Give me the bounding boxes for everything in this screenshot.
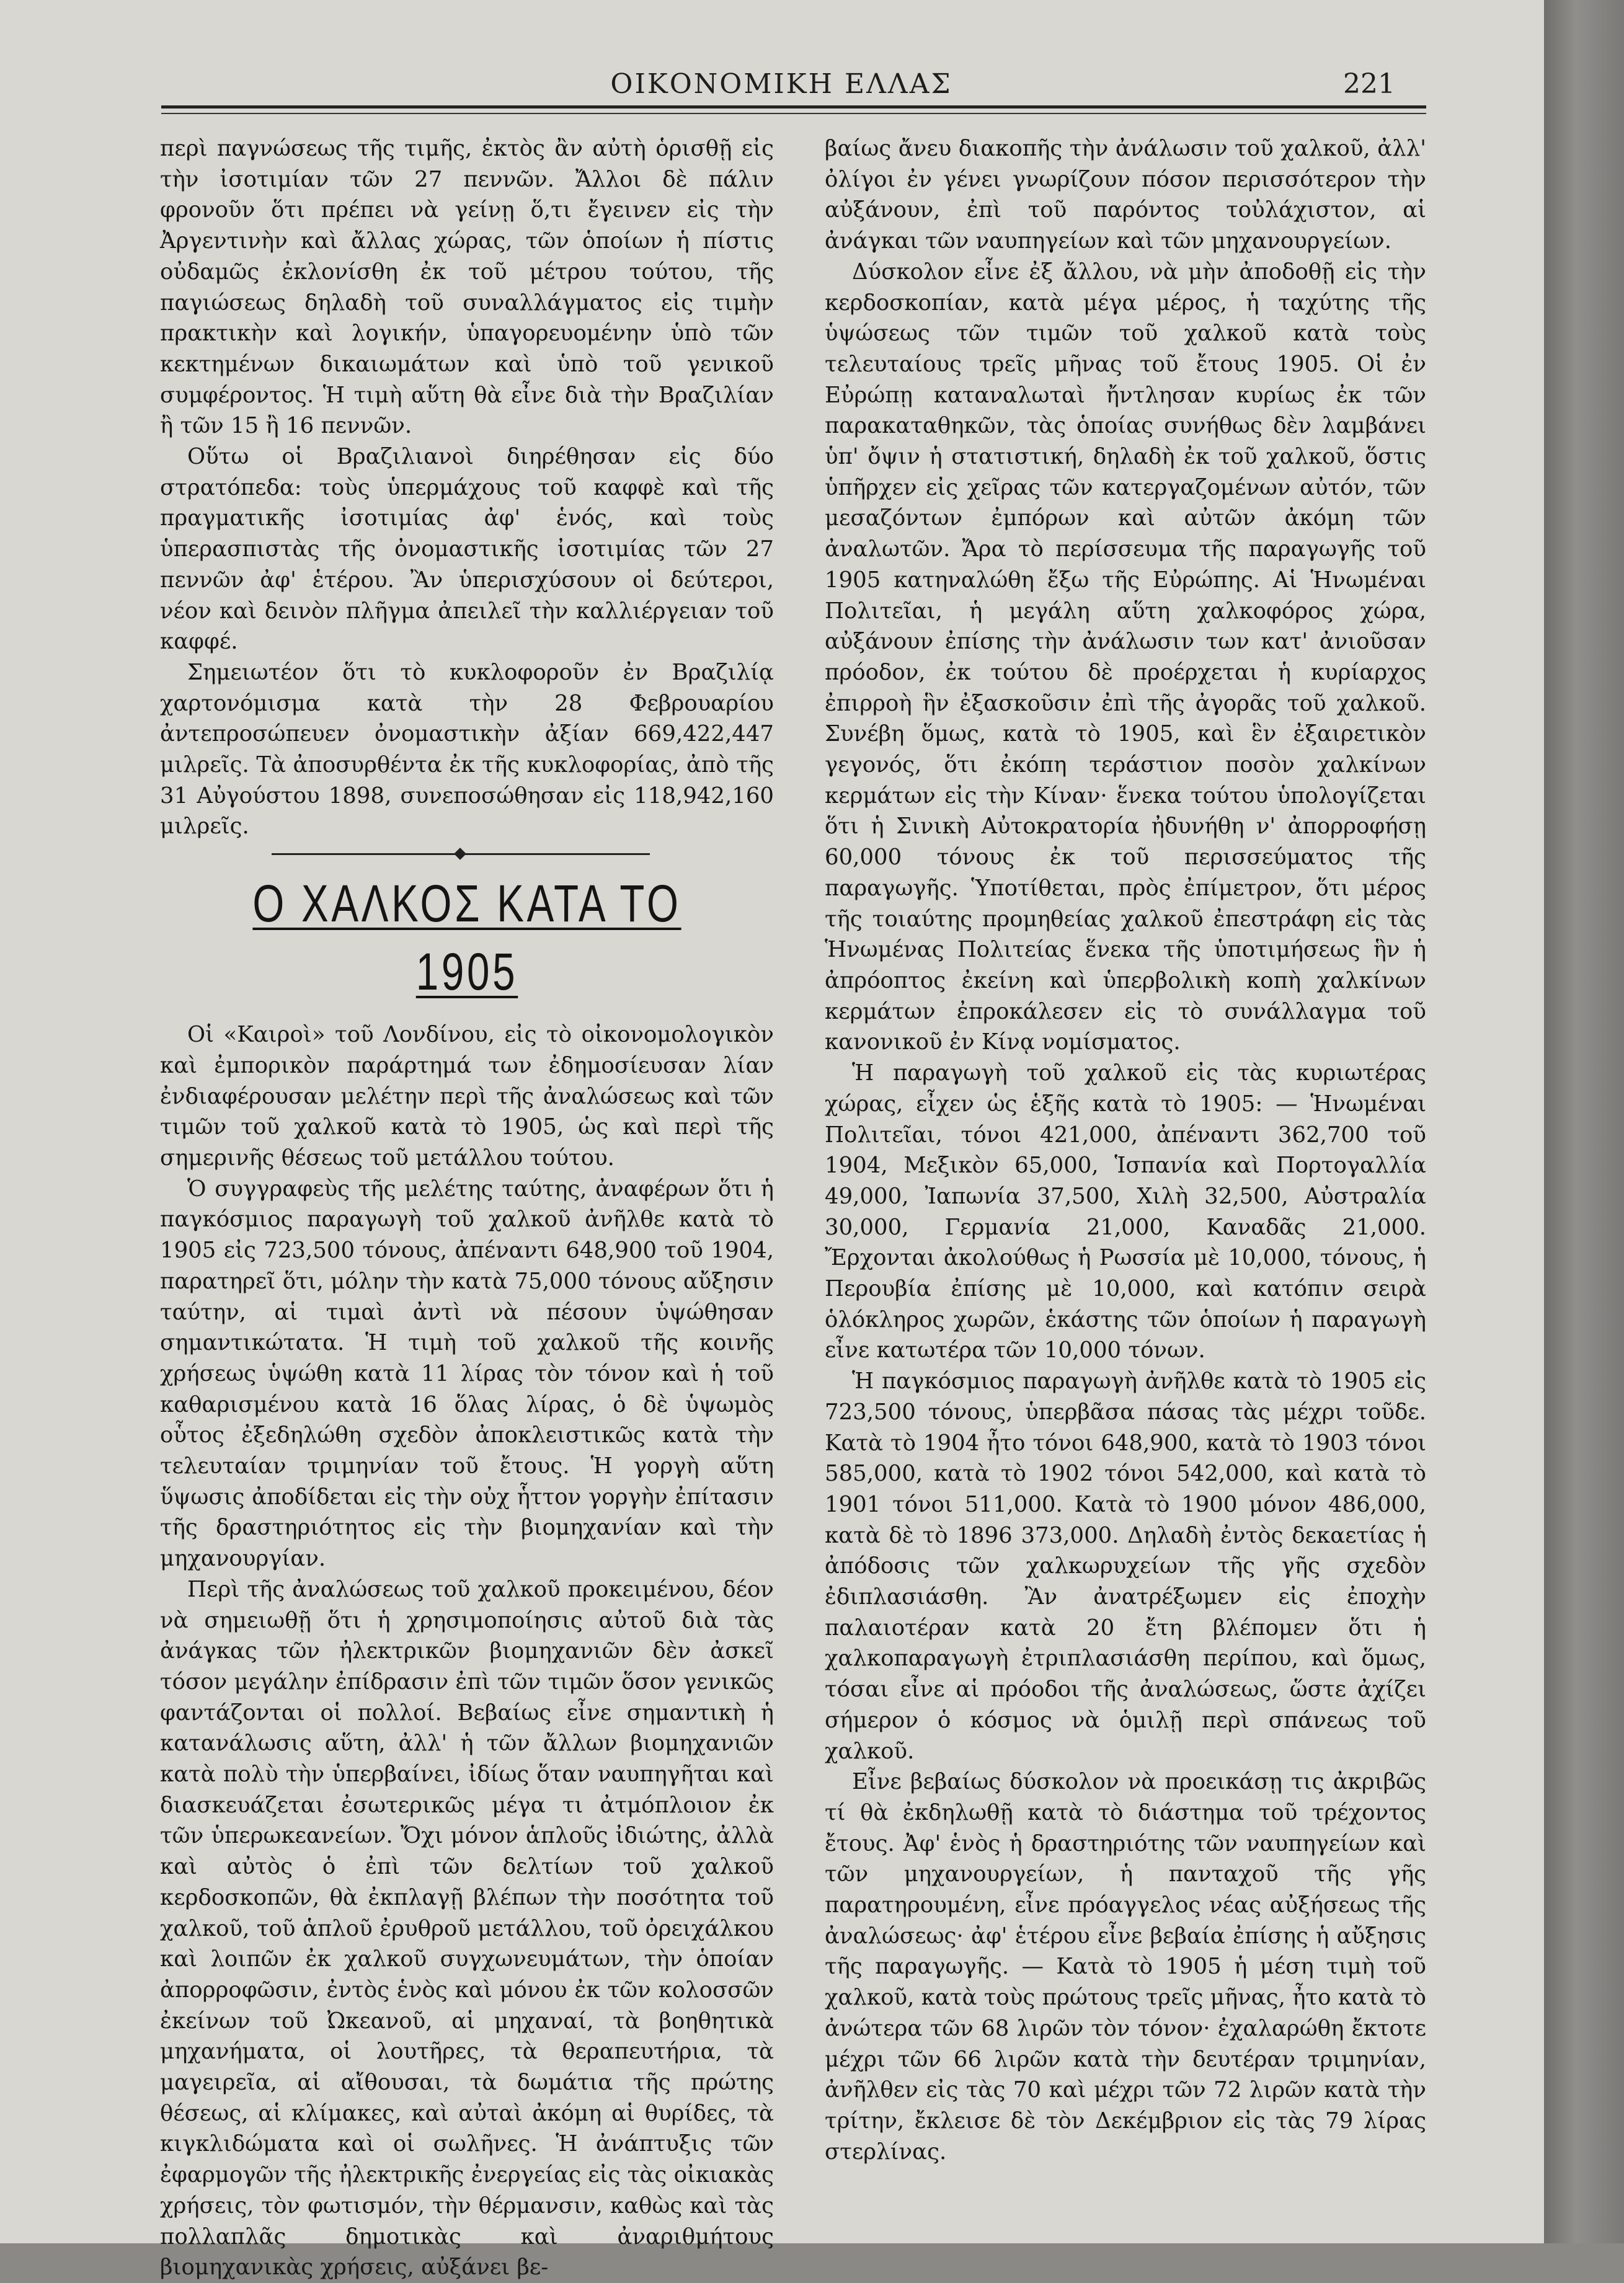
header-rule-thick bbox=[161, 105, 1426, 109]
paragraph: βαίως ἄνευ διακοπῆς τὴν ἀνάλωσιν τοῦ χαλκοῦ, ἀλλ' ὀλίγοι ἐν γένει γνωρίζουν πόσον περισσότερον τὴν αὐξάνουν, ἐπὶ τοῦ παρόντος τοὐλάχιστον, αἱ ἀνάγκαι τῶν ναυπηγείων καὶ τῶν μηχανουργείων. bbox=[825, 136, 1426, 254]
paragraph: Ὁ συγγραφεὺς τῆς μελέτης ταύτης, ἀναφέρων ὅτι ἡ παγκόσμιος παραγωγὴ τοῦ χαλκοῦ ἀνῆλθε κατὰ τὸ 1905 εἰς 723,500 τόνους, ἀπέναντι 648,900 τοῦ 1904, παρατηρεῖ ὅτι, μόλην τὴν κατὰ 75,000 τόνους αὔξησιν ταύτην, αἱ τιμαὶ ἀντὶ νὰ πέσουν ὑψώθησαν σημαντικώτατα. Ἡ τιμὴ τοῦ χαλκοῦ τῆς κοινῆς χρήσεως ὑψώθη κατὰ 11 λίρας τὸν τόνον καὶ ἡ τοῦ καθαρισμένου κατὰ 16 ὅλας λίρας, ὁ δὲ ὑψωμὸς οὗτος ἐξεδηλώθη σχεδὸν ἀποκλειστικῶς κατὰ τὴν τελευταίαν τριμηνίαν τοῦ ἔτους. Ἡ γοργὴ αὕτη ὕψωσις ἀποδίδεται εἰς τὴν οὐχ ἧττον γοργὴν ἐπίτασιν τῆς δραστηριότητος εἰς τὴν βιομηχανίαν καὶ τὴν μηχανουργίαν. bbox=[160, 1176, 774, 1572]
journal-title: ΟΙΚΟΝΟΜΙΚΗ ΕΛΛΑΣ bbox=[610, 68, 952, 100]
section-separator bbox=[160, 844, 774, 863]
header-rule-thin bbox=[161, 113, 1426, 114]
page-number: 221 bbox=[1343, 68, 1395, 100]
paragraph: Δύσκολον εἶνε ἐξ ἄλλου, νὰ μὴν ἀποδοθῇ εἰς τὴν κερδοσκοπίαν, κατὰ μέγα μέρος, ἡ ταχύτης τῆς ὑψώσεως τῶν τιμῶν τοῦ χαλκοῦ κατὰ τοὺς τελευταίους τρεῖς μῆνας τοῦ ἔτους 1905. Οἱ ἐν Εὐρώπῃ καταναλωταὶ ἤντλησαν κυρίως ἐκ τῶν παρακαταθηκῶν, τὰς ὁποίας συνήθως δὲν λαμβάνει ὑπ' ὄψιν ἡ στατιστική, δηλαδὴ ἐκ τοῦ χαλκοῦ, ὅστις ὑπῆρχεν εἰς χεῖρας τῶν κατεργαζομένων αὐτόν, τῶν μεσαζόντων ἐμπόρων καὶ αὐτῶν ἀκόμη τῶν ἀναλωτῶν. Ἄρα τὸ περίσσευμα τῆς παραγωγῆς τοῦ 1905 κατηναλώθη ἔξω τῆς Εὐρώπης. Αἱ Ἡνωμέναι Πολιτεῖαι, ἡ μεγάλη αὕτη χαλκοφόρος χώρα, αὐξάνουν ἐπίσης τὴν ἀνάλωσιν των κατ' ἀνιοῦσαν πρόοδον, ἐκ τούτου δὲ προέρχεται ἡ κυρίαρχος ἐπιρροὴ ἣν ἐξασκοῦσιν ἐπὶ τῆς ἀγορᾶς τοῦ χαλκοῦ. Συνέβη ὅμως, κατὰ τὸ 1905, καὶ ἓν ἐξαιρετικὸν γεγονός, ὅτι ἐκόπη τεράστιον ποσὸν χαλκίνων κερμάτων εἰς τὴν Κίναν· ἕνεκα τούτου ὑπολογίζεται ὅτι ἡ Σινικὴ Αὐτοκρατορία ἠδυνήθη ν' ἀπορροφήσῃ 60,000 τόνους ἐκ τοῦ περισσεύματος τῆς παραγωγῆς. Ὑποτίθεται, πρὸς ἐπίμετρον, ὅτι μέρος τῆς τοιαύτης προμηθείας χαλκοῦ ἐπεστράφη εἰς τὰς Ἡνωμένας Πολιτείας ἕνεκα τῆς ὑποτιμήσεως ἣν ἡ ἀπρόοπτος ἐκείνη καὶ ὑπερβολικὴ κοπὴ χαλκίνων κερμάτων ἐπροκάλεσεν εἰς τὸ συνάλλαγμα τοῦ κανονικοῦ ἐν Κίνᾳ νομίσματος. bbox=[825, 259, 1426, 1055]
paragraph: Εἶνε βεβαίως δύσκολον νὰ προεικάσῃ τις ἀκριβῶς τί θὰ ἐκδηλωθῇ κατὰ τὸ διάστημα τοῦ τρέχοντος ἔτους. Ἀφ' ἑνὸς ἡ δραστηριότης τῶν ναυπηγείων καὶ τῶν μηχανουργείων, ἡ πανταχοῦ τῆς γῆς παρατηρουμένη, εἶνε πρόαγγελος νέας αὐξήσεως τῆς ἀναλώσεως· ἀφ' ἑτέρου εἶνε βεβαία ἐπίσης ἡ αὔξησις τῆς παραγωγῆς. — Κατὰ τὸ 1905 ἡ μέση τιμὴ τοῦ χαλκοῦ, κατὰ τοὺς πρώτους τρεῖς μῆνας, ἦτο κατὰ τὸ ἀνώτερα τῶν 68 λιρῶν τὸν τόνον· ἐχαλαρώθη ἔκτοτε μέχρι τῶν 66 λιρῶν κατὰ τὴν δευτέραν τριμηνίαν, ἀνῆλθεν εἰς τὰς 70 καὶ μέχρι τῶν 72 λιρῶν κατὰ τὴν τρίτην, ἔκλεισε δὲ τὸν Δεκέμβριον εἰς τὰς 79 λίρας στερλίνας. bbox=[825, 1769, 1426, 2165]
article-headline: Ο ΧΑΛΚΟΣ ΚΑΤΑ ΤΟ 1905 bbox=[252, 874, 681, 1001]
paragraph: Οὕτω οἱ Βραζιλιανοὶ διηρέθησαν εἰς δύο στρατόπεδα: τοὺς ὑπερμάχους τοῦ καφφὲ καὶ τῆς πραγματικῆς ἰσοτιμίας ἀφ' ἑνός, καὶ τοὺς ὑπερασπιστὰς τῆς ὀνομαστικῆς ἰσοτιμίας τῶν 27 πεννῶν ἀφ' ἑτέρου. Ἂν ὑπερισχύσουν οἱ δεύτεροι, νέον καὶ δεινὸν πλῆγμα ἀπειλεῖ τὴν καλλιέργειαν τοῦ καφφέ. bbox=[160, 444, 774, 655]
paragraph: Σημειωτέον ὅτι τὸ κυκλοφοροῦν ἐν Βραζιλίᾳ χαρτονόμισμα κατὰ τὴν 28 Φεβρουαρίου ἀντεπροσώπευεν ὀνομαστικὴν ἀξίαν 669,422,447 μιλρεῖς. Τὰ ἀποσυρθέντα ἐκ τῆς κυκλοφορίας, ἀπὸ τῆς 31 Αὐγούστου 1898, συνεποσώθησαν εἰς 118,942,160 μιλρεῖς. bbox=[160, 659, 774, 840]
paragraph: Περὶ τῆς ἀναλώσεως τοῦ χαλκοῦ προκειμένου, δέον νὰ σημειωθῇ ὅτι ἡ χρησιμοποίησις αὐτοῦ διὰ τὰς ἀνάγκας τῶν ἠλεκτρικῶν βιομηχανιῶν δὲν ἀσκεῖ τόσον μεγάλην ἐπίδρασιν ἐπὶ τῶν τιμῶν ὅσον γενικῶς φαντάζονται οἱ πολλοί. Βεβαίως εἶνε σημαντικὴ ἡ κατανάλωσις αὕτη, ἀλλ' ἡ τῶν ἄλλων βιομηχανιῶν κατὰ πολὺ τὴν ὑπερβαίνει, ἰδίως ὅταν ναυπηγῆται καὶ διασκευάζεται ἐσωτερικῶς μέγα τι ἀτμόπλοιον ἐκ τῶν ὑπερωκεανείων. Ὄχι μόνον ἁπλοῦς ἰδιώτης, ἀλλὰ καὶ αὐτὸς ὁ ἐπὶ τῶν δελτίων τοῦ χαλκοῦ κερδοσκοπῶν, θὰ ἐκπλαγῇ βλέπων τὴν ποσότητα τοῦ χαλκοῦ, τοῦ ἁπλοῦ ἐρυθροῦ μετάλλου, τοῦ ὀρειχάλκου καὶ λοιπῶν ἐκ χαλκοῦ συγχωνευμάτων, τὴν ὁποίαν ἀπορροφῶσιν, ἐντὸς ἑνὸς καὶ μόνου ἐκ τῶν κολοσσῶν ἐκείνων τοῦ Ὠκεανοῦ, αἱ μηχαναί, τὰ βοηθητικὰ μηχανήματα, οἱ λουτῆρες, τὰ θεραπευτήρια, τὰ μαγειρεῖα, αἱ αἴθουσαι, τὰ δωμάτια τῆς πρώτης θέσεως, αἱ κλίμακες, καὶ αὐταὶ ἀκόμη αἱ θυρίδες, τὰ κιγκλιδώματα καὶ οἱ σωλῆνες. Ἡ ἀνάπτυξις τῶν ἐφαρμογῶν τῆς ἠλεκτρικῆς ἐνεργείας εἰς τὰς οἰκιακὰς χρήσεις, τὸν φωτισμόν, τὴν θέρμανσιν, καθὼς καὶ τὰς πολλαπλᾶς δημοτικὰς καὶ ἀναριθμήτους βιομηχανικὰς χρήσεις, αὐξάνει βε- bbox=[160, 1576, 774, 2281]
left-column bbox=[160, 133, 774, 2283]
scan-edge bbox=[1544, 0, 1624, 2243]
separator-ornament bbox=[454, 848, 466, 860]
paragraph: Ἡ παγκόσμιος παραγωγὴ ἀνῆλθε κατὰ τὸ 1905 εἰς 723,500 τόνους, ὑπερβᾶσα πάσας τὰς μέχρι τοῦδε. Κατὰ τὸ 1904 ἦτο τόνοι 648,900, κατὰ τὸ 1903 τόνοι 585,000, κατὰ τὸ 1902 τόνοι 542,000, καὶ κατὰ τὸ 1901 τόνοι 511,000. Κατὰ τὸ 1900 μόνον 486,000, κατὰ δὲ τὸ 1896 373,000. Δηλαδὴ ἐντὸς δεκαετίας ἡ ἀπόδοσις τῶν χαλκωρυχείων τῆς γῆς σχεδὸν ἐδιπλασιάσθη. Ἂν ἀνατρέξωμεν εἰς ἐποχὴν παλαιοτέραν κατὰ 20 ἔτη βλέπομεν ὅτι ἡ χαλκοπαραγωγὴ ἐτριπλασιάσθη περίπου, καὶ ὅμως, τόσαι εἶνε αἱ πρόοδοι τῆς ἀναλώσεως, ὥστε ἀχίζει σήμερον ὁ κόσμος νὰ ὁμιλῇ περὶ σπάνεως τοῦ χαλκοῦ. bbox=[825, 1368, 1426, 1764]
running-head bbox=[161, 68, 1401, 100]
paragraph: περὶ παγνώσεως τῆς τιμῆς, ἐκτὸς ἂν αὐτὴ ὁρισθῇ εἰς τὴν ἰσοτιμίαν τῶν 27 πεννῶν. Ἄλλοι δὲ πάλιν φρονοῦν ὅτι πρέπει νὰ γείνῃ ὅ,τι ἔγεινεν εἰς τὴν Ἀργεντινὴν καὶ ἄλλας χώρας, τῶν ὁποίων ἡ πίστις οὐδαμῶς ἐκλονίσθη ἐκ τοῦ μέτρου τούτου, τῆς παγιώσεως δηλαδὴ τοῦ συναλλάγματος εἰς τιμὴν πρακτικὴν καὶ λογικήν, ὑπαγορευομένην ὑπὸ τῶν κεκτημένων δικαιωμάτων καὶ ὑπὸ τοῦ γενικοῦ συμφέροντος. Ἡ τιμὴ αὕτη θὰ εἶνε διὰ τὴν Βραζιλίαν ἢ τῶν 15 ἢ 16 πεννῶν. bbox=[160, 136, 774, 439]
paragraph: Ἡ παραγωγὴ τοῦ χαλκοῦ εἰς τὰς κυριωτέρας χώρας, εἶχεν ὡς ἑξῆς κατὰ τὸ 1905: — Ἡνωμέναι Πολιτεῖαι, τόνοι 421,000, ἀπέναντι 362,700 τοῦ 1904, Μεξικὸν 65,000, Ἱσπανία καὶ Πορτογαλλία 49,000, Ἰαπωνία 37,500, Χιλὴ 32,500, Αὐστραλία 30,000, Γερμανία 21,000, Καναδᾶς 21,000. Ἔρχονται ἀκολούθως ἡ Ρωσσία μὲ 10,000, τόνους, ἡ Περουβία ἐπίσης μὲ 10,000, καὶ κατόπιν σειρὰ ὁλόκληρος χωρῶν, ἑκάστης τῶν ὁποίων ἡ παραγωγὴ εἶνε κατωτέρα τῶν 10,000 τόνων. bbox=[825, 1060, 1426, 1363]
right-column bbox=[825, 133, 1426, 2167]
paragraph: Οἱ «Καιροὶ» τοῦ Λονδίνου, εἰς τὸ οἰκονομολογικὸν καὶ ἐμπορικὸν παράρτημά των ἐδημοσίευσαν λίαν ἐνδιαφέρουσαν μελέτην περὶ τῆς ἀναλώσεως καὶ τῶν τιμῶν τοῦ χαλκοῦ κατὰ τὸ 1905, ὡς καὶ περὶ τῆς σημερινῆς θέσεως τοῦ μετάλλου τούτου. bbox=[160, 1022, 774, 1171]
